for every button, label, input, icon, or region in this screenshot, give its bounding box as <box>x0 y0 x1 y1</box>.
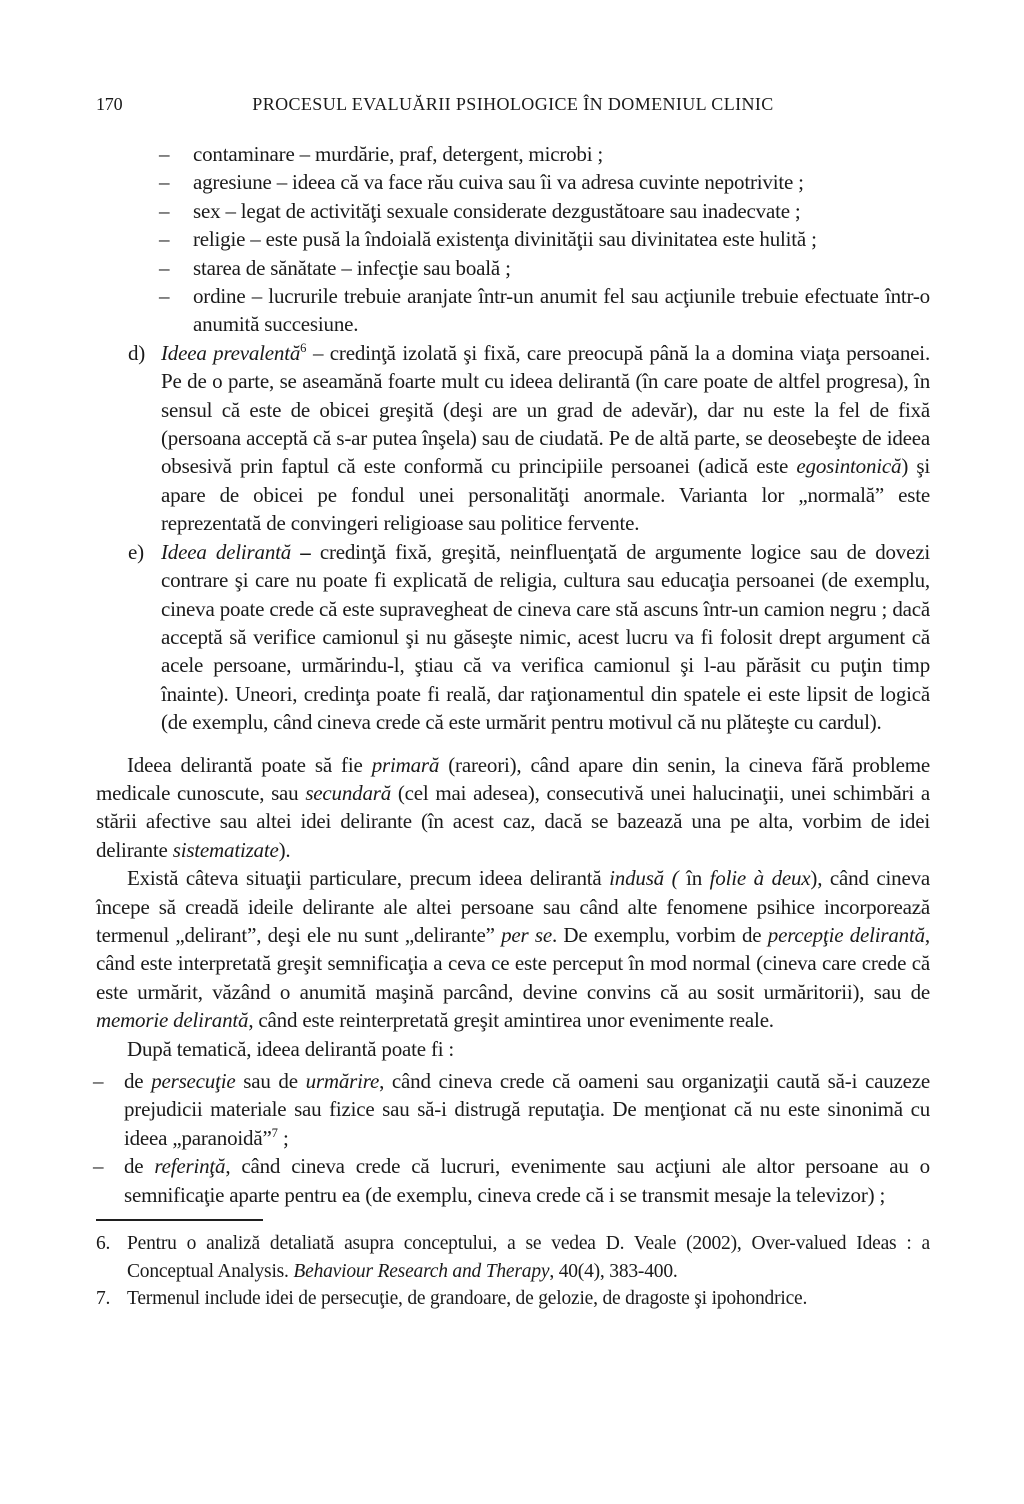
lettered-item-e-delusional-idea <box>96 538 930 737</box>
delusion-type-list <box>93 1067 930 1209</box>
page-number: 170 <box>96 94 123 114</box>
dash-marker: – <box>159 227 170 252</box>
footnote-separator <box>96 1219 263 1221</box>
footnote-number: 6. <box>96 1233 111 1255</box>
footnote-text: Pentru o analiză detaliată asupra conceptului, a se vedea D. Veale (2002), Over-valued Ideas : a Conceptual Analysis. Behaviour Research and Therapy, 40(4), 383-400. <box>127 1233 930 1282</box>
list-item-text: sex – legat de activităţi sexuale considerate dezgustătoare sau inadecvate ; <box>193 198 801 223</box>
item-label: e) <box>128 539 144 564</box>
list-item-text: agresiune – ideea că va face rău cuiva sau îi va adresa cuvinte nepotrivite ; <box>193 170 804 195</box>
list-item-sex <box>96 197 930 225</box>
footnote-6 <box>96 1230 930 1285</box>
footnotes <box>96 1219 930 1313</box>
running-title: PROCESUL EVALUĂRII PSIHOLOGICE ÎN DOMENIUL CLINIC <box>252 94 774 114</box>
footnote-number: 7. <box>96 1288 111 1310</box>
list-item-reference <box>93 1152 930 1209</box>
obsession-theme-list <box>96 140 930 339</box>
footnote-text: Termenul include idei de persecuţie, de grandoare, de gelozie, de dragoste şi ipohondrice. <box>127 1288 808 1310</box>
paragraph-particular-situations: Există câteva situaţii particulare, precum ideea delirantă indusă ( în folie à deux), când cineva începe să creadă ideile delirante ale altei persoane sau când alte fenomene psihice incorporează termenul „delirant”, deşi ele nu sunt „delirante” per se. De exemplu, vorbim de percepţie delirantă, când este interpretată greşit semnificaţia a ceva ce este perceput în mod normal (cineva care crede că este urmărit, văzând o anumită maşină parcând, devine convins că au sosit urmăritorii), sau de memorie delirantă, când este reinterpretată greşit amintirea unor evenimente reale. <box>96 866 930 1033</box>
list-item-aggression <box>96 168 930 196</box>
list-item-text: de persecuţie sau de urmărire, când cineva crede că oameni sau organizaţii caută să-i cauzeze prejudicii materiale sau fizice sau să-i distrugă reputaţia. De menţionat că nu este sinonimă cu ideea „paranoidă”$^7$ ; <box>124 1069 930 1150</box>
page-header <box>96 92 930 116</box>
list-item-contamination <box>96 140 930 168</box>
list-item-text: contaminare – murdărie, praf, detergent, microbi ; <box>193 142 604 166</box>
dash-marker: – <box>159 198 170 223</box>
paragraph-by-theme-intro: După tematică, ideea delirantă poate fi : <box>127 1036 455 1061</box>
list-item-text: starea de sănătate – infecţie sau boală ; <box>193 255 511 280</box>
page-body <box>93 140 931 1313</box>
list-item-persecution <box>93 1067 930 1152</box>
dash-marker: – <box>159 255 170 280</box>
item-label: d) <box>128 340 146 365</box>
dash-marker: – <box>159 284 170 309</box>
dash-marker: – <box>93 1154 104 1179</box>
list-item-order <box>96 282 930 339</box>
list-item-health <box>96 254 930 282</box>
list-item-text: religie – este pusă la îndoială existenţa divinităţii sau divinitatea este hulită ; <box>193 227 817 252</box>
footnote-7 <box>96 1285 930 1313</box>
list-item-text: ordine – lucrurile trebuie aranjate într-un anumit fel sau acţiunile trebuie efectuate într-o anumită succesiune. <box>193 284 930 337</box>
paragraph-primary-secondary: Ideea delirantă poate să fie primară (rareori), când apare din senin, la cineva fără probleme medicale cunoscute, sau secundară (cel mai adesea), consecutivă unei halucinaţii, unei schimbări a stării afective sau altei idei delirante (în acest caz, dacă se bazează una pe alta, vorbim de idei delirante sistematizate). <box>96 752 931 862</box>
lettered-item-d-prevalent-idea <box>96 339 930 538</box>
item-text: Ideea delirantă – credinţă fixă, greşită, neinfluenţată de argumente logice sau de dovezi contrare şi care nu poate fi explicată de religia, cultura sau educaţia persoanei (de exemplu, cineva poate crede că este supravegheat de cineva care stă ascuns într-un camion negru ; dacă acceptă să verifice camionul şi nu găseşte nimic, acest lucru va fi folosit drept argument că acele persoane, urmărindu-l, ştiau că va verifica camionul şi l-au părăsit cu puţin timp înainte). Uneori, credinţa poate fi reală, dar raţionamentul din spatele ei este lipsit de logică (de exemplu, când cineva crede că este urmărit pentru motivul că nu plăteşte cu cardul). <box>161 539 930 735</box>
dash-marker: – <box>159 142 170 166</box>
list-item-text: de referinţă, când cineva crede că lucruri, evenimente sau acţiuni ale altor persoane au o semnificaţie aparte pentru ea (de exemplu, cineva crede că i se transmit mesaje la televizor) ; <box>124 1154 930 1207</box>
dash-marker: – <box>159 170 170 195</box>
list-item-religion <box>96 225 930 253</box>
item-text: Ideea prevalentă$^6$ – credinţă izolată şi fixă, care preocupă până la a domina viaţa persoanei. Pe de o parte, se aseamănă foarte mult cu ideea delirantă (în care poate de altfel progresa), în sensul că este de obicei greşită (deşi are un grad de adevăr), dar nu este la fel de fixă (persoana acceptă că s-ar putea înşela) sau de ciudată. Pe de altă parte, se deosebeşte de ideea obsesivă prin faptul că este conformă cu principiile persoanei (adică este egosintonică) şi apare de obicei pe fondul unei personalităţi anormale. Varianta lor „normală” este reprezentată de convingeri religioase sau politice fervente. <box>161 340 930 536</box>
dash-marker: – <box>93 1069 104 1093</box>
